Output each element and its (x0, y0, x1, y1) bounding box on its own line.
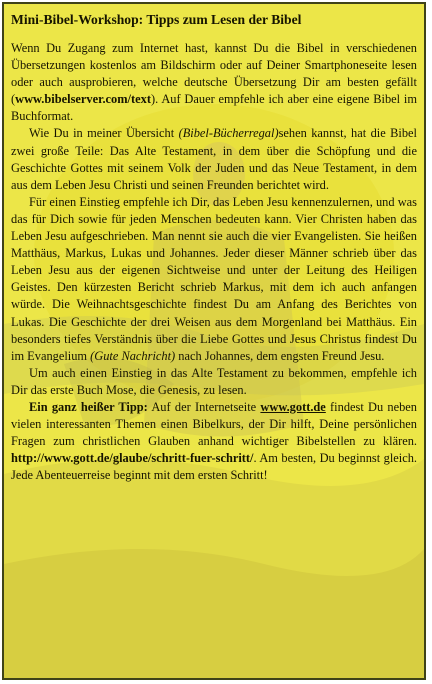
paragraph-text: Wenn Du Zugang zum Internet hast, kannst Du die Bibel in verschiedenen Übersetzungen kostenlos am Bildschirm oder auf Deiner Smartphoneseite lesen oder auch ausprobieren, welche deutsche Übersetzung Dir am besten gefällt ( (11, 41, 417, 107)
paragraph-text: Wie Du in meiner Übersicht (29, 126, 179, 141)
tips-content (11, 12, 417, 484)
tips-panel (2, 2, 426, 680)
italic-reference: (Bibel-Bücherregal) (178, 126, 279, 141)
paragraph-hot-tip (11, 399, 417, 484)
bibelserver-url[interactable]: www.bibelserver.com/text (15, 92, 151, 107)
paragraph-bible-parts (11, 125, 417, 193)
paragraph-text: Für einen Einstieg empfehle ich Dir, das Leben Jesu kennenzulernen, und was das für Dich sowie für jeden Menschen bedeuten kann. Vier Christen haben das Leben Jesu aufgeschrieben. Man nennt sie auch die vier Evangelisten. Sie heißen Matthäus, Markus, Lukas und Johannes. Jeder dieser Männer schrieb über das Leben Jesu aus der eigenen Sichtweise und unter der Leitung des Heiligen Geistes. Den kürzesten Bericht schrieb Markus, mit dem ich auch anfangen würde. Die Weihnachtsgeschichte findest Du am Anfang des Berichtes von Lukas. Die Geschichte der drei Weisen aus dem Morgenland bei Matthäus. Ein besonders tiefes Verständnis über die Liebe Gottes und Jesus Christus findest Du im Evangelium (11, 194, 417, 363)
gott-de-link[interactable]: www.gott.de (260, 399, 326, 414)
paragraph-text: ). Auf Dauer empfehle ich aber eine eigene Bibel im Buchformat. (11, 92, 417, 124)
paragraph-text: Um auch einen Einstieg in das Alte Testament zu bekommen, empfehle ich Dir das erste Buch Mose, die Genesis, zu lesen. (11, 365, 417, 397)
paragraph-old-testament (11, 365, 417, 399)
italic-reference: (Gute Nachricht) (90, 348, 176, 363)
paragraph-text: Auf der Internetseite (147, 399, 261, 414)
paragraph-text: nach Johannes, dem engsten Freund Jesu. (175, 348, 385, 363)
paragraph-text: . Am besten, Du beginnst gleich. Jede Abenteuerreise beginnt mit dem ersten Schritt! (11, 451, 417, 483)
hot-tip-lead: Ein ganz heißer Tipp: (29, 399, 148, 414)
page-title: Mini-Bibel-Workshop: Tipps zum Lesen der Bibel (11, 12, 302, 27)
paragraph-text: sehen kannst, hat die Bibel zwei große Teile: Das Alte Testament, in dem über die Schöpfung und die Geschichte Gottes mit seinem Volk der Juden und das Neue Testament, in dem aus dem Leben Jesu Christi und seinen Freunden berichtet wird. (11, 126, 418, 192)
paragraph-gospels (11, 194, 417, 365)
paragraph-text: findest Du neben vielen interessanten Themen einen Bibelkurs, der Dir hilft, Deine persönlichen Fragen zum christlichen Glauben anhand wichtiger Bibelstellen zu klären. (11, 399, 418, 449)
bible-course-url[interactable]: http://www.gott.de/glaube/schritt-fuer-schritt/ (11, 451, 254, 466)
paragraph-online-reading (11, 40, 417, 125)
